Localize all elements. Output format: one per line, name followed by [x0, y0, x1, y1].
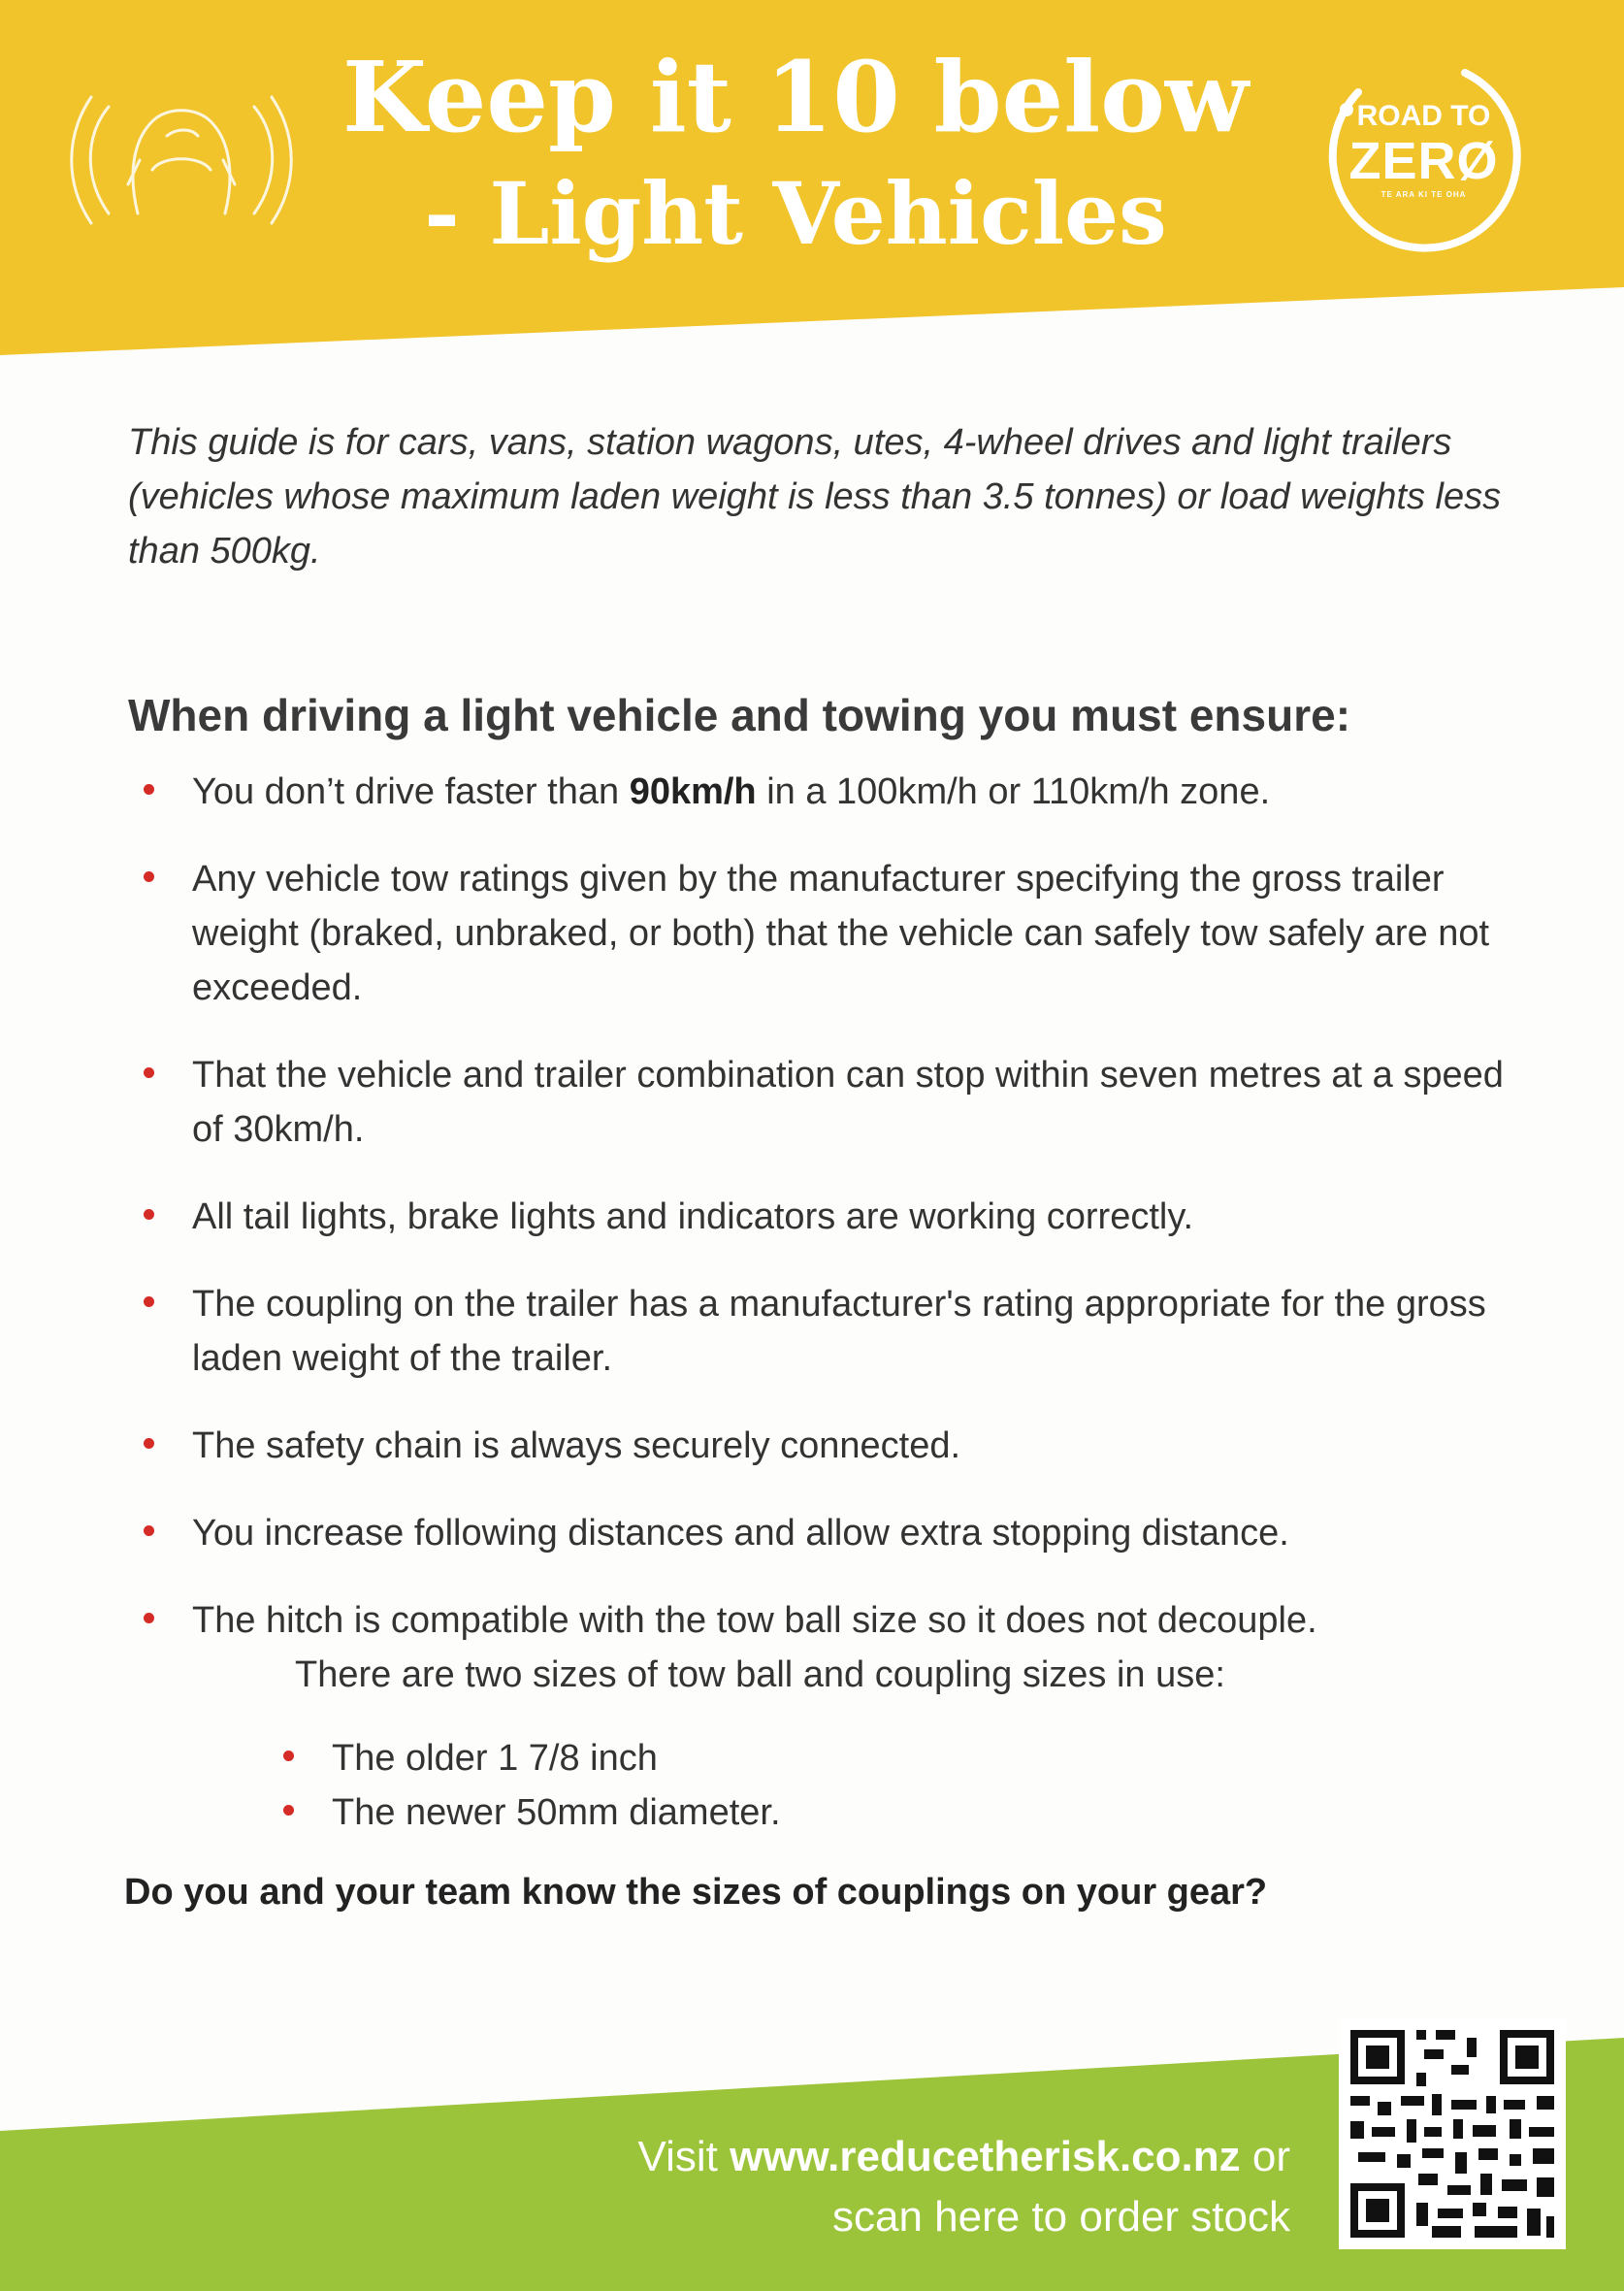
list-item: That the vehicle and trailer combination can stop within seven metres at a speed of 30km/h.: [192, 1048, 1531, 1157]
list-item: [192, 1593, 1531, 1840]
list-item: You increase following distances and allow extra stopping distance.: [192, 1506, 1531, 1560]
qr-code-icon[interactable]: [1339, 2018, 1566, 2249]
footer-scan-line: scan here to order stock: [831, 2193, 1290, 2241]
list-item: The safety chain is always securely connected.: [192, 1419, 1531, 1473]
logo-text-zero: ZERØ: [1348, 132, 1499, 190]
footer-visit: Visit: [637, 2133, 731, 2180]
bullet-1-rest: in a 100km/h or 110km/h zone.: [756, 771, 1271, 812]
title-line-2: - Light Vehicles: [424, 163, 1167, 264]
sub-list-item: The older 1 7/8 inch: [332, 1731, 1531, 1785]
website-link[interactable]: www.reducetherisk.co.nz: [730, 2133, 1241, 2180]
page-title: [291, 39, 1300, 272]
driver-steering-wheel-icon: [70, 68, 293, 243]
list-item: All tail lights, brake lights and indicators are working correctly.: [192, 1190, 1531, 1244]
intro-paragraph: This guide is for cars, vans, station wagons, utes, 4-wheel drives and light trailers (vehicles whose maximum laden weight is less than 3.5 tonnes) or load weights less than 500kg.: [128, 422, 1502, 572]
sub-list-item: The newer 50mm diameter.: [332, 1785, 1531, 1840]
title-line-1: Keep it 10 below: [342, 40, 1249, 154]
coupling-sizes-list: [332, 1731, 1531, 1840]
list-item: The coupling on the trailer has a manufacturer's rating appropriate for the gross laden weight of the trailer.: [192, 1277, 1531, 1386]
bullet-8-text: The hitch is compatible with the tow ball size so it does not decouple.: [192, 1600, 1317, 1641]
list-item: Any vehicle tow ratings given by the manufacturer specifying the gross trailer weight (braked, unbraked, or both) that the vehicle can safely tow safely are not exceeded.: [192, 852, 1531, 1015]
footer-call-to-action: [485, 2127, 1290, 2247]
closing-question: Do you and your team know the sizes of couplings on your gear?: [124, 1872, 1268, 1913]
logo-tagline: TE ARA KI TE OHA: [1380, 190, 1467, 199]
section-heading: When driving a light vehicle and towing you must ensure:: [128, 690, 1351, 740]
requirements-list: [192, 765, 1531, 1873]
logo-text-road-to: ROAD TO: [1356, 100, 1491, 132]
bullet-1-text: You don’t drive faster than: [192, 771, 630, 812]
footer-or: or: [1240, 2133, 1290, 2180]
bullet-8-continuation: There are two sizes of tow ball and coupling sizes in use:: [295, 1654, 1225, 1695]
bullet-1-speed: 90km/h: [629, 771, 757, 812]
list-item: [192, 765, 1531, 819]
